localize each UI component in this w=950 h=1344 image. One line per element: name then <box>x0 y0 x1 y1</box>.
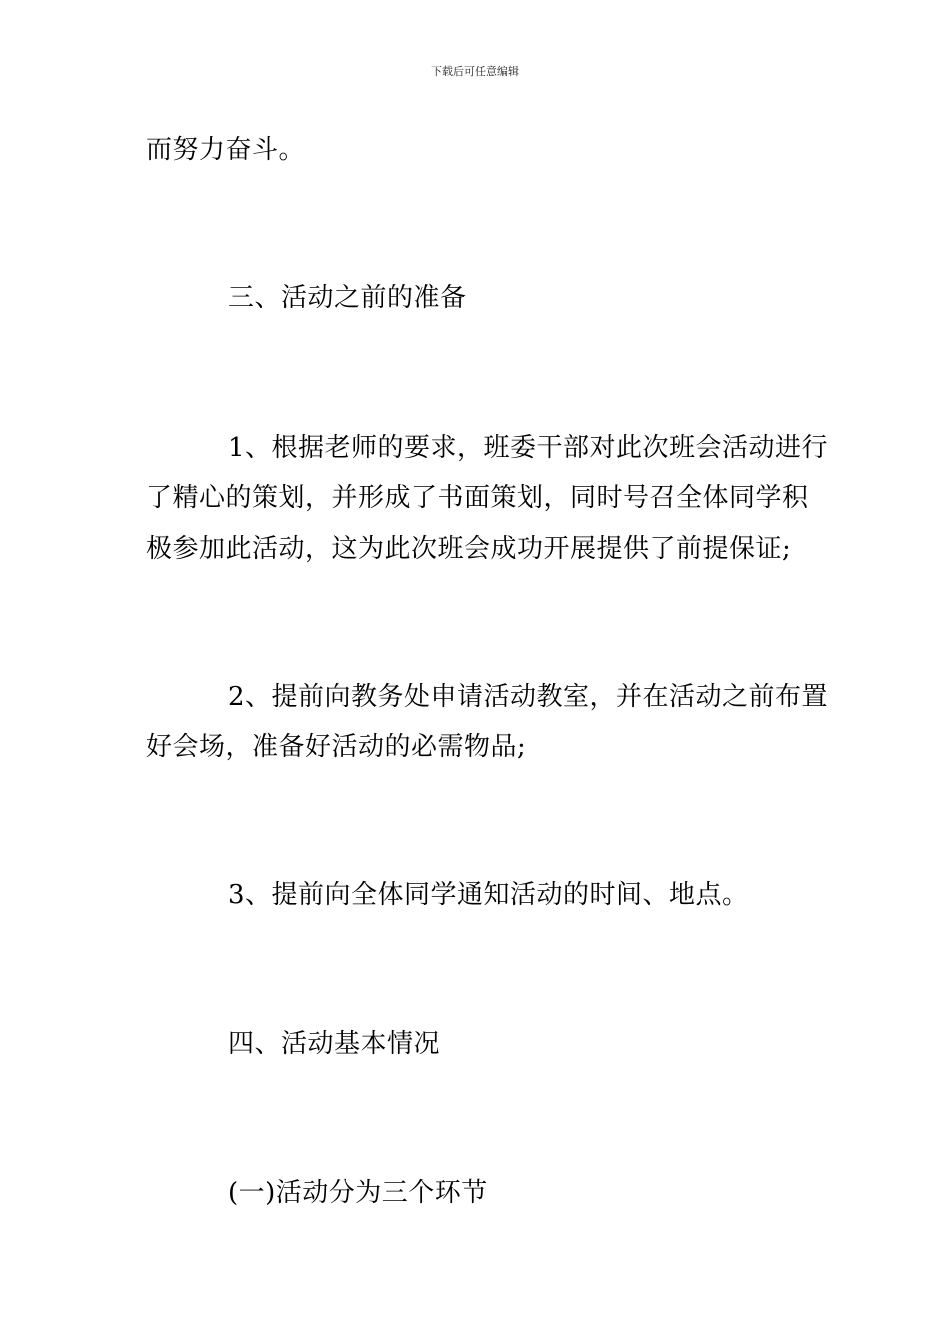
section-heading-preparation: 三、活动之前的准备 <box>228 283 467 313</box>
paragraph-line: 1、根据老师的要求，班委干部对此次班会活动进行 <box>228 433 829 463</box>
paragraph-line: 3、提前向全体同学通知活动的时间、地点。 <box>228 880 749 910</box>
section-heading-basic-info: 四、活动基本情况 <box>228 1029 441 1059</box>
paragraph-line: 极参加此活动，这为此次班会成功开展提供了前提保证; <box>146 534 792 564</box>
paragraph-line: 2、提前向教务处申请活动教室，并在活动之前布置 <box>228 682 829 712</box>
paragraph-line: 好会场，准备好活动的必需物品; <box>146 732 527 762</box>
paragraph-line: 而努力奋斗。 <box>146 135 306 165</box>
subsection-heading: (一)活动分为三个环节 <box>228 1178 488 1208</box>
page-header: 下载后可任意编辑 <box>431 65 519 78</box>
paragraph-line: 了精心的策划，并形成了书面策划，同时号召全体同学积 <box>146 483 809 513</box>
